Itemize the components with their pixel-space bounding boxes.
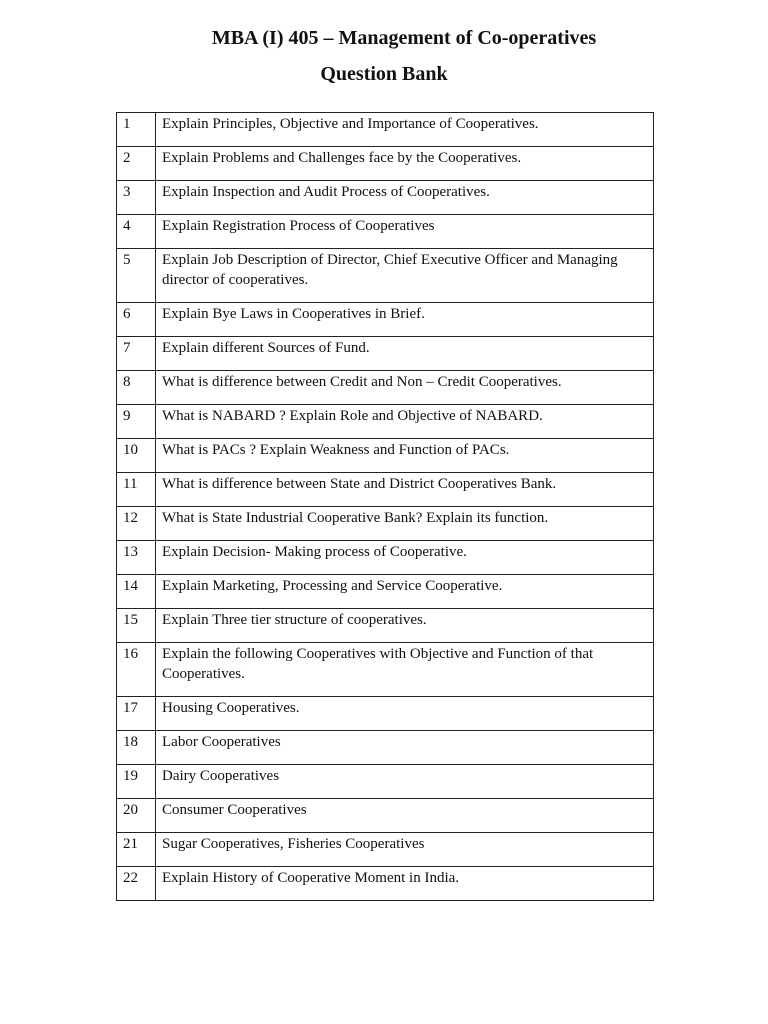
question-row xyxy=(117,303,654,337)
question-text: Explain Decision- Making process of Cooperative. xyxy=(156,541,654,575)
question-text: Dairy Cooperatives xyxy=(156,765,654,799)
question-row xyxy=(117,697,654,731)
question-row xyxy=(117,765,654,799)
question-row xyxy=(117,147,654,181)
question-row xyxy=(117,113,654,147)
question-text: Explain Three tier structure of cooperatives. xyxy=(156,609,654,643)
question-text: Housing Cooperatives. xyxy=(156,697,654,731)
question-text: Consumer Cooperatives xyxy=(156,799,654,833)
document-subtitle: Question Bank xyxy=(320,63,448,85)
question-row xyxy=(117,541,654,575)
question-text: Labor Cooperatives xyxy=(156,731,654,765)
question-text: Explain Marketing, Processing and Service Cooperative. xyxy=(156,575,654,609)
question-number: 10 xyxy=(117,439,156,473)
question-number: 14 xyxy=(117,575,156,609)
question-text: Explain Inspection and Audit Process of Cooperatives. xyxy=(156,181,654,215)
question-row xyxy=(117,833,654,867)
question-text: Explain Job Description of Director, Chief Executive Officer and Managing director of cooperatives. xyxy=(156,249,654,303)
question-number: 13 xyxy=(117,541,156,575)
question-number: 1 xyxy=(117,113,156,147)
question-row xyxy=(117,371,654,405)
question-number: 15 xyxy=(117,609,156,643)
question-number: 18 xyxy=(117,731,156,765)
question-text: What is difference between State and District Cooperatives Bank. xyxy=(156,473,654,507)
question-number: 17 xyxy=(117,697,156,731)
question-row xyxy=(117,867,654,901)
question-number: 2 xyxy=(117,147,156,181)
document-title: MBA (I) 405 – Management of Co-operatives xyxy=(211,27,597,49)
question-number: 5 xyxy=(117,249,156,303)
question-table-body xyxy=(117,113,654,901)
question-number: 12 xyxy=(117,507,156,541)
question-text: What is NABARD ? Explain Role and Objective of NABARD. xyxy=(156,405,654,439)
question-text: What is State Industrial Cooperative Bank? Explain its function. xyxy=(156,507,654,541)
question-number: 9 xyxy=(117,405,156,439)
question-number: 19 xyxy=(117,765,156,799)
question-text: Explain Problems and Challenges face by the Cooperatives. xyxy=(156,147,654,181)
question-number: 4 xyxy=(117,215,156,249)
question-number: 16 xyxy=(117,643,156,697)
question-number: 7 xyxy=(117,337,156,371)
question-row xyxy=(117,575,654,609)
question-row xyxy=(117,249,654,303)
question-row xyxy=(117,215,654,249)
question-text: Explain History of Cooperative Moment in India. xyxy=(156,867,654,901)
question-text: Explain Bye Laws in Cooperatives in Brief. xyxy=(156,303,654,337)
question-number: 3 xyxy=(117,181,156,215)
question-row xyxy=(117,439,654,473)
question-row xyxy=(117,473,654,507)
question-text: What is difference between Credit and Non – Credit Cooperatives. xyxy=(156,371,654,405)
question-text: Sugar Cooperatives, Fisheries Cooperatives xyxy=(156,833,654,867)
question-row xyxy=(117,731,654,765)
question-number: 21 xyxy=(117,833,156,867)
question-row xyxy=(117,405,654,439)
question-row xyxy=(117,609,654,643)
question-number: 20 xyxy=(117,799,156,833)
question-text: Explain the following Cooperatives with Objective and Function of that Cooperatives. xyxy=(156,643,654,697)
question-row xyxy=(117,181,654,215)
question-text: Explain Registration Process of Cooperatives xyxy=(156,215,654,249)
question-text: What is PACs ? Explain Weakness and Function of PACs. xyxy=(156,439,654,473)
question-row xyxy=(117,507,654,541)
question-table xyxy=(116,112,654,901)
question-number: 11 xyxy=(117,473,156,507)
question-text: Explain Principles, Objective and Importance of Cooperatives. xyxy=(156,113,654,147)
question-number: 22 xyxy=(117,867,156,901)
question-number: 8 xyxy=(117,371,156,405)
question-text: Explain different Sources of Fund. xyxy=(156,337,654,371)
question-row xyxy=(117,337,654,371)
question-number: 6 xyxy=(117,303,156,337)
question-row xyxy=(117,799,654,833)
question-row xyxy=(117,643,654,697)
